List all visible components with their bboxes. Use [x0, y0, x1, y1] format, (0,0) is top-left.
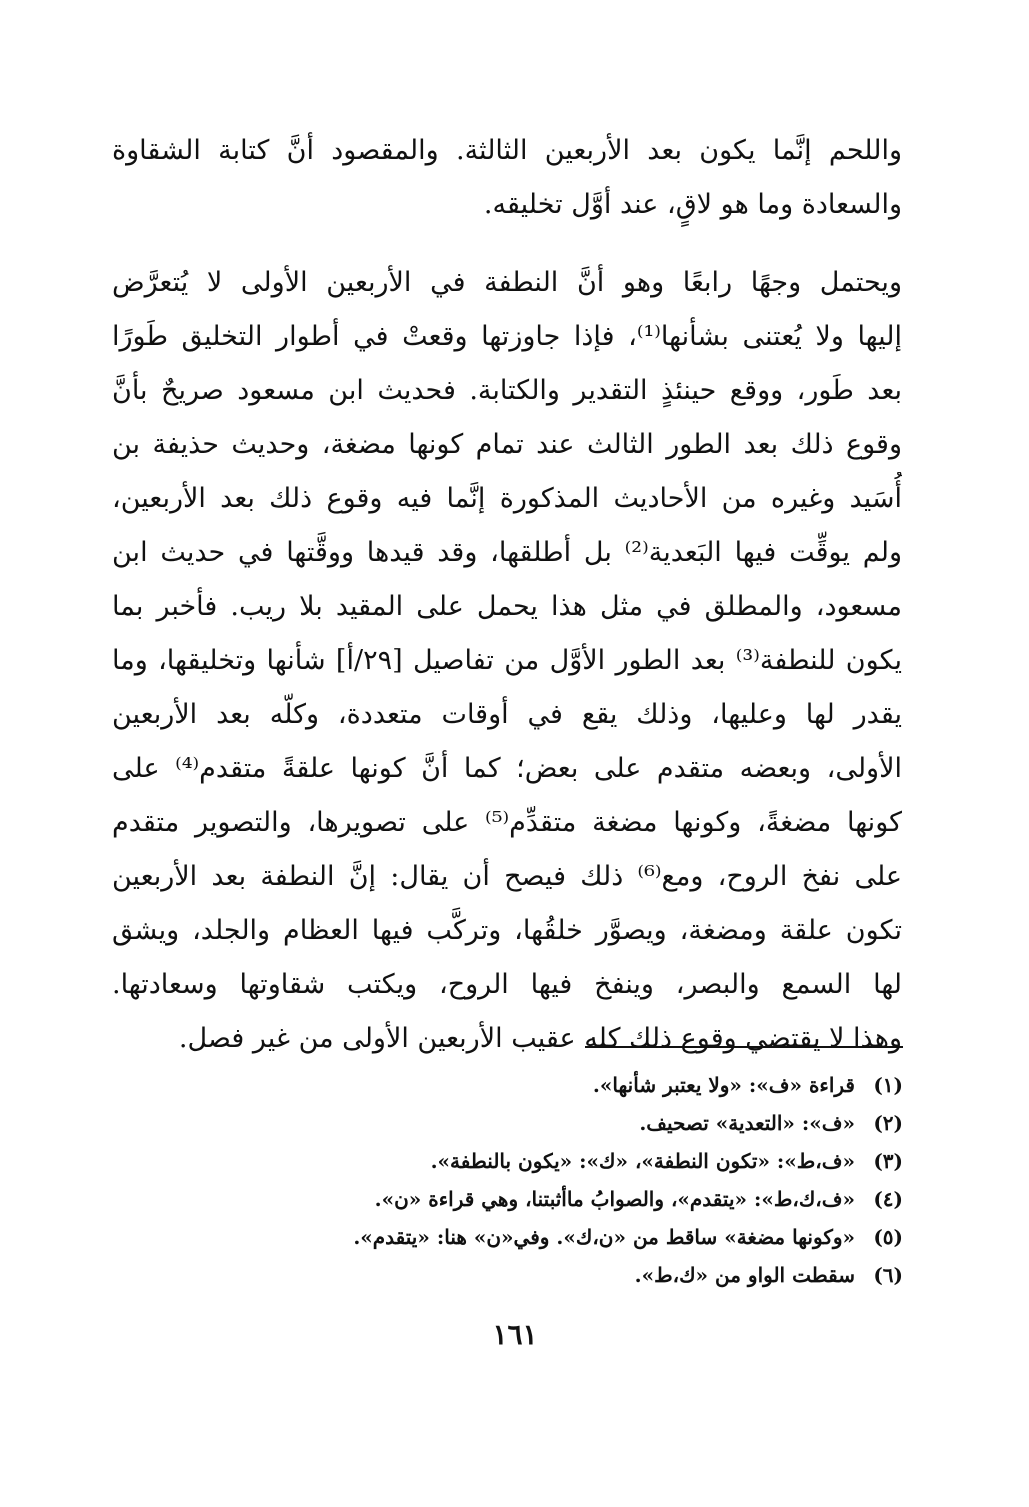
footnote-number: (٦) — [873, 1263, 903, 1287]
footnote-text: «ف،ك،ط»: «يتقدم»، والصوابُ ماأثبتنا، وهي قراءة «ن». — [374, 1187, 855, 1211]
footnote-text: «ف،ط»: «تكون النطفة»، «ك»: «يكون بالنطفة». — [430, 1149, 855, 1173]
text-line: وهذا لا يقتضي وقوع ذلك كله عقيب الأربعين الأولى من غير فصل. — [178, 1023, 902, 1054]
text-line: ولم يوقِّت فيها البَعدية⁽²⁾ بل أطلقها، وقد قيدها ووقَّتها في حديث ابن — [112, 537, 902, 568]
footnote-separator — [585, 1046, 903, 1048]
text-line: ويحتمل وجهًا رابعًا وهو أنَّ النطفة في الأربعين الأولى لا يُتعرَّض — [112, 267, 902, 298]
footnote-text: «ف»: «التعدية» تصحيف. — [639, 1111, 855, 1135]
footnote-number: (٥) — [873, 1225, 903, 1249]
footnote-number: (٤) — [873, 1187, 903, 1211]
text-line: كونها مضغةً، وكونها مضغة متقدِّم⁽⁵⁾ على تصويرها، والتصوير متقدم — [112, 807, 902, 838]
text-line: يكون للنطفة⁽³⁾ بعد الطور الأوَّل من تفاصيل [٢٩/أ] شأنها وتخليقها، وما — [112, 645, 902, 676]
text-line: أُسَيد وغيره من الأحاديث المذكورة إنَّما فيه وقوع ذلك بعد الأربعين، — [112, 483, 902, 514]
paragraph-1 — [112, 124, 902, 232]
footnote-number: (١) — [873, 1073, 903, 1097]
footnote-number: (٢) — [873, 1111, 903, 1135]
text-line: والسعادة وما هو لاقٍ، عند أوَّل تخليقه. — [483, 189, 902, 220]
text-line: واللحم إنَّما يكون بعد الأربعين الثالثة. والمقصود أنَّ كتابة الشقاوة — [112, 135, 902, 166]
footnote-text: «وكونها مضغة» ساقط من «ن،ك». وفي«ن» هنا: «يتقدم». — [353, 1225, 855, 1249]
text-line: على نفخ الروح، ومع⁽⁶⁾ ذلك فيصح أن يقال: إنَّ النطفة بعد الأربعين — [112, 861, 902, 892]
footnote-number: (٣) — [873, 1149, 903, 1173]
footnote-item — [103, 1256, 903, 1294]
text-line: تكون علقة ومضغة، ويصوَّر خلقُها، وتركَّب فيها العظام والجلد، ويشق — [112, 915, 902, 946]
text-line: وقوع ذلك بعد الطور الثالث عند تمام كونها مضغة، وحديث حذيفة بن — [112, 429, 902, 460]
text-line: لها السمع والبصر، وينفخ فيها الروح، ويكتب شقاوتها وسعادتها. — [112, 969, 902, 1000]
footnote-item — [103, 1104, 903, 1142]
page-number: ١٦١ — [492, 1318, 538, 1351]
footnote-item — [103, 1180, 903, 1218]
text-line: يقدر لها وعليها، وذلك يقع في أوقات متعددة، وكلّه بعد الأربعين — [112, 699, 902, 730]
footnote-text: قراءة «ف»: «ولا يعتبر شأنها». — [592, 1073, 855, 1097]
footnote-item — [103, 1142, 903, 1180]
footnote-text: سقطت الواو من «ك،ط». — [634, 1263, 855, 1287]
text-line: بعد طَور، ووقع حينئذٍ التقدير والكتابة. فحديث ابن مسعود صريحٌ بأنَّ — [112, 375, 902, 406]
footnotes — [103, 1066, 903, 1294]
paragraph-2 — [112, 256, 902, 1066]
footnote-item — [103, 1066, 903, 1104]
text-line: مسعود، والمطلق في مثل هذا يحمل على المقيد بلا ريب. فأخبر بما — [112, 591, 902, 622]
text-line: إليها ولا يُعتنى بشأنها⁽¹⁾، فإذا جاوزتها وقعتْ في أطوار التخليق طَورًا — [112, 321, 902, 352]
text-line: الأولى، وبعضه متقدم على بعض؛ كما أنَّ كونها علقةً متقدم⁽⁴⁾ على — [112, 753, 902, 784]
footnote-item — [103, 1218, 903, 1256]
